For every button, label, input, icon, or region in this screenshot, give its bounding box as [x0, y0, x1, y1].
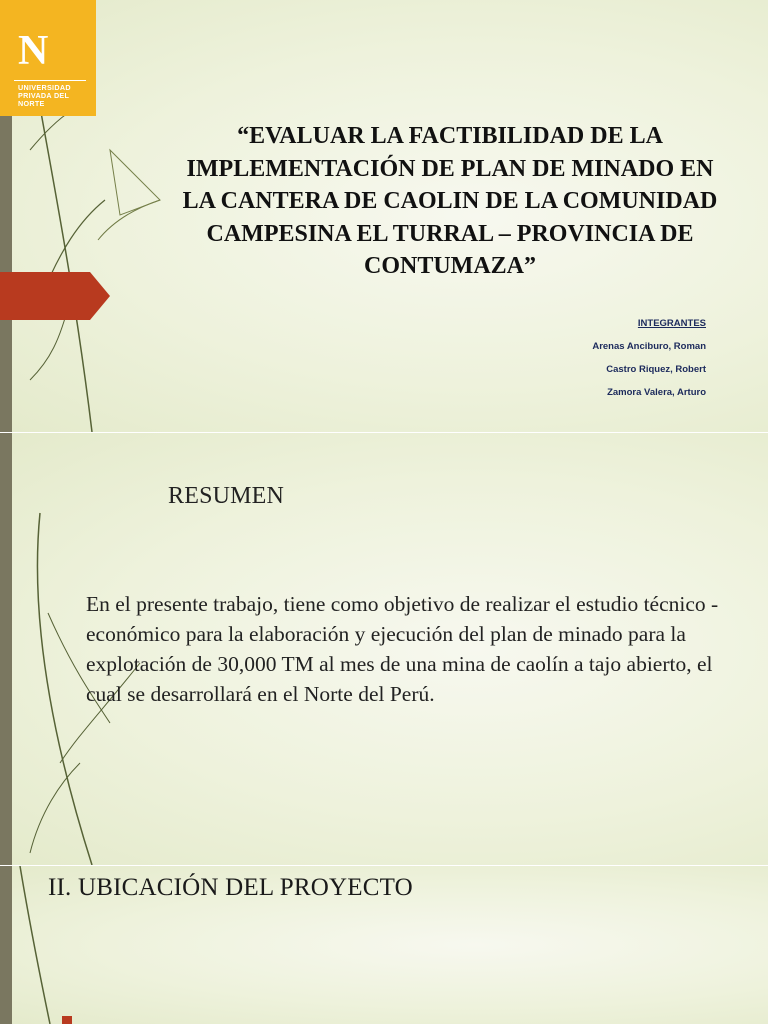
title-slide [0, 0, 768, 432]
member-name: Arenas Anciburo, Roman [592, 341, 706, 352]
member-name: Castro Riquez, Robert [606, 364, 706, 375]
location-slide [0, 866, 768, 1024]
logo-text: UNIVERSIDAD PRIVADA DEL NORTE [18, 83, 71, 109]
section-heading: RESUMEN [168, 483, 285, 509]
members-header: INTEGRANTES [637, 318, 706, 329]
members-block [446, 318, 706, 410]
section-heading: II. UBICACIÓN DEL PROYECTO [48, 874, 413, 901]
resumen-slide [0, 433, 768, 865]
university-logo [0, 0, 96, 116]
slide-title: “EVALUAR LA FACTIBILIDAD DE LA IMPLEMENTACIÓN DE PLAN DE MINADO EN LA CANTERA DE CAOLIN DE LA COMUNIDAD CAMPESINA EL TURRAL – PROVINCIA DE CONTUMAZA” [182, 123, 718, 279]
logo-n-glyph: N [18, 28, 49, 74]
logo-underline [14, 80, 86, 81]
summary-paragraph: En el presente trabajo, tiene como objetivo de realizar el estudio técnico - económico para la elaboración y ejecución del plan de minado para la explotación de 30,000 TM al mes de una mina de caolín a tajo abierto, el cual se desarrollará en el Norte del Perú. [86, 592, 719, 706]
red-tab-shape [0, 272, 112, 324]
bullet-marker [62, 1016, 72, 1024]
member-name: Zamora Valera, Arturo [607, 387, 706, 398]
